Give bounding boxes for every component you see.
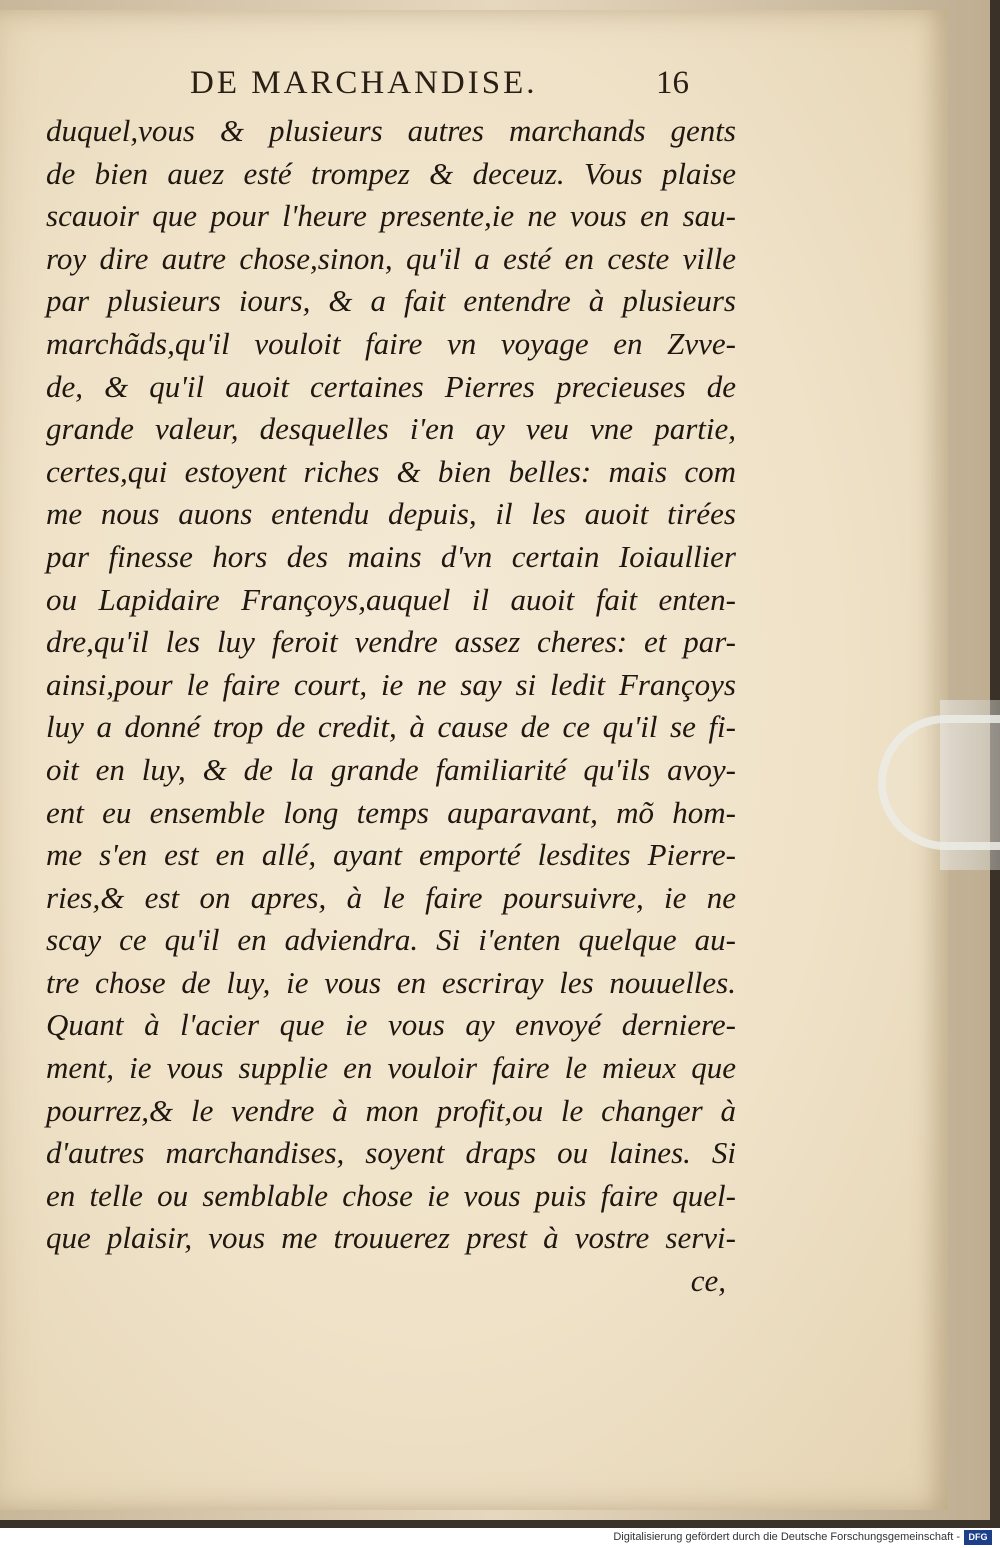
- page-number: 16: [656, 65, 689, 101]
- text-line: certes,qui estoyent riches & bien belles: mais com: [46, 453, 736, 489]
- text-block: [46, 110, 736, 1303]
- text-line: par finesse hors des mains d'vn certain Ioiaullier: [46, 538, 736, 574]
- text-line: ries,& est on apres, à le faire poursuivre, ie ne: [46, 879, 736, 915]
- text-line: scauoir que pour l'heure presente,ie ne vous en sau-: [46, 198, 736, 234]
- text-line: me nous auons entendu depuis, il les auoit tirées: [46, 496, 736, 532]
- text-line: de bien auez esté trompez & deceuz. Vous plaise: [46, 155, 736, 191]
- text-line: oit en luy, & de la grande familiarité qu'ils avoy-: [46, 751, 736, 787]
- text-line: marchãds,qu'il vouloit faire vn voyage en Zvve-: [46, 325, 736, 361]
- text-line: ou Lapidaire Françoys,auquel il auoit fait enten-: [46, 581, 736, 617]
- text-line: grande valeur, desquelles i'en ay veu vne partie,: [46, 411, 736, 447]
- page-clip: [878, 715, 1000, 850]
- dfg-logo: DFG: [964, 1530, 992, 1545]
- text-line: scay ce qu'il en adviendra. Si i'enten quelque au-: [46, 922, 736, 958]
- text-line: dre,qu'il les luy feroit vendre assez cheres: et par-: [46, 624, 736, 660]
- text-line: Quant à l'acier que ie vous ay envoyé derniere-: [46, 1007, 736, 1043]
- text-line: me s'en est en allé, ayant emporté lesdites Pierre-: [46, 837, 736, 873]
- footer-bar: [0, 1528, 1000, 1548]
- running-head: DE MARCHANDISE.: [190, 65, 538, 101]
- text-line: ent eu ensemble long temps auparavant, mõ hom-: [46, 794, 736, 830]
- text-line: d'autres marchandises, soyent draps ou laines. Si: [46, 1135, 736, 1171]
- text-line: roy dire autre chose,sinon, qu'il a esté en ceste ville: [46, 240, 736, 276]
- text-line: ainsi,pour le faire court, ie ne say si ledit Françoys: [46, 666, 736, 702]
- text-line: de, & qu'il auoit certaines Pierres precieuses de: [46, 368, 736, 404]
- text-line: pourrez,& le vendre à mon profit,ou le changer à: [46, 1092, 736, 1128]
- text-line: en telle ou semblable chose ie vous puis faire quel-: [46, 1177, 736, 1213]
- text-line: par plusieurs iours, & a fait entendre à plusieurs: [46, 283, 736, 319]
- text-line: que plaisir, vous me trouuerez prest à vostre servi-: [46, 1220, 736, 1256]
- text-line: duquel,vous & plusieurs autres marchands gents: [46, 113, 736, 148]
- page-header: [0, 65, 948, 115]
- catchword: ce,: [690, 1263, 726, 1299]
- text-line: ment, ie vous supplie en vouloir faire le mieux que: [46, 1050, 736, 1086]
- book-page: [0, 10, 948, 1510]
- text-line: tre chose de luy, ie vous en escriray les nouuelles.: [46, 964, 736, 1000]
- funding-note: Digitalisierung gefördert durch die Deutsche Forschungsgemeinschaft -: [613, 1531, 960, 1543]
- text-line: luy a donné trop de credit, à cause de ce qu'il se fi-: [46, 709, 736, 745]
